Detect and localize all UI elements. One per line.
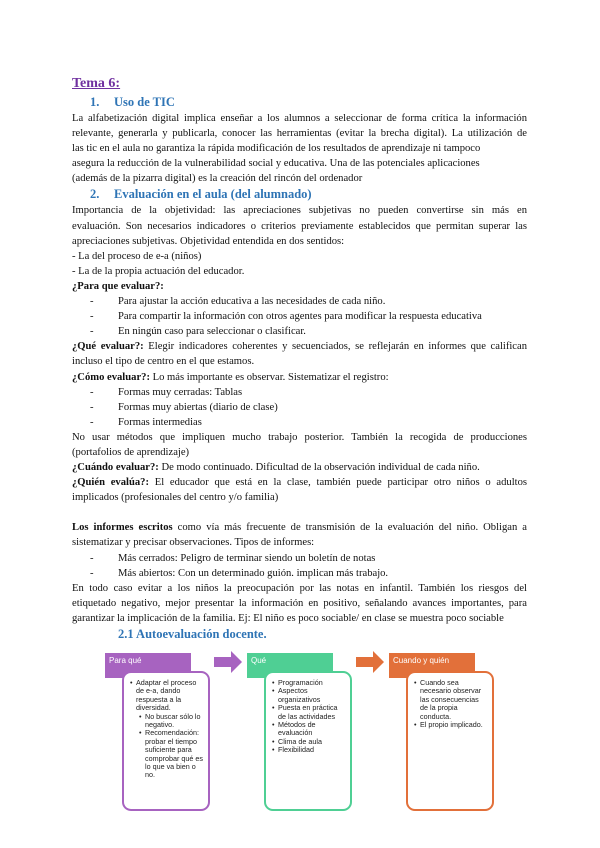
list-item xyxy=(72,324,527,339)
text-line xyxy=(72,234,527,249)
text-line xyxy=(72,581,527,596)
line-text: Formas muy abiertas (diario de clase) xyxy=(118,401,278,413)
step-box-para-que xyxy=(122,671,210,811)
heading-text: Evaluación en el aula (del alumnado) xyxy=(114,187,312,202)
line-text: Formas intermedias xyxy=(118,416,202,428)
list-item: • El propio implicado. xyxy=(420,721,488,729)
text-line xyxy=(72,111,527,126)
list-item: • Aspectos organizativos xyxy=(278,687,346,704)
line-text: apreciaciones subjetivas. Objetividad entendida en dos sentidos: xyxy=(72,235,345,247)
line-text: relevante, generarla y publicarla, conocer las herramientas (evitar la brecha digital). La utilización de xyxy=(72,128,527,140)
line-text: Lo más importante es observar. Sistematizar el registro: xyxy=(149,371,389,383)
line-text: De modo continuado. Dificultad de la observación individual de cada niño. xyxy=(158,462,480,474)
list-item: • Cuando sea necesario observar las consecuencias de la propia conducta. xyxy=(420,679,488,721)
text-line xyxy=(72,430,527,445)
list-item xyxy=(72,294,527,309)
step-header-que: Qué xyxy=(247,653,333,678)
list-item: • Métodos de evaluación xyxy=(278,721,346,738)
line-text: Más cerrados: Peligro de terminar siendo un boletín de notas xyxy=(118,552,376,564)
list-item xyxy=(72,385,527,400)
line-text: La alfabetización digital implica enseñar a los alumnos a seleccionar de forma crítica la información xyxy=(72,113,527,124)
bold-label: ¿Qué evaluar?: xyxy=(72,341,144,353)
list-item: • Clima de aula xyxy=(278,738,346,746)
subsection-heading: 2.1 Autoevaluación docente. xyxy=(118,627,267,641)
arrow-right-icon xyxy=(356,651,384,673)
line-text: No usar métodos que impliquen mucho trabajo posterior. También la recogida de producciones xyxy=(72,431,527,443)
line-text: implicados (profesionales del centro y/o familia) xyxy=(72,492,279,504)
text-line xyxy=(72,264,527,279)
text-line xyxy=(72,126,527,141)
line-text: asegura la reducción de la vulnerabilidad social y educativa. Una de las potenciales aplicaciones xyxy=(72,158,480,170)
list-item: • Puesta en práctica de las actividades xyxy=(278,704,346,721)
text-line xyxy=(72,596,527,611)
text-line xyxy=(72,445,527,460)
text-line xyxy=(72,219,527,234)
step-header-cuando-quien: Cuando y quién xyxy=(389,653,475,678)
line-text: evaluación. Son necesarios indicadores o criterios previamente establecidos que permitan superar las xyxy=(72,220,527,232)
text-line xyxy=(72,141,527,156)
step-header-para-que: Para qué xyxy=(105,653,191,678)
arrow-right-icon xyxy=(214,651,242,673)
text-line xyxy=(72,535,527,550)
text-line xyxy=(72,460,527,475)
heading-number: 2. xyxy=(90,187,100,202)
text-line xyxy=(72,475,527,490)
line-text: Más abiertos: Con un determinado guión. implican más trabajo. xyxy=(118,567,389,579)
bold-label: Los informes escritos xyxy=(72,522,173,534)
list-item: • Programación xyxy=(278,679,346,687)
text-line xyxy=(72,279,527,294)
line-text: En ningún caso para seleccionar o clasificar. xyxy=(118,326,306,338)
document-title: Tema 6: xyxy=(72,76,121,91)
section-heading xyxy=(72,94,527,111)
text-line xyxy=(72,490,527,505)
list-item: • Recomendación: probar el tiempo suficiente para comprobar qué es lo que va bien o no. xyxy=(145,729,204,779)
line-text: En todo caso evitar a los niños la preocupación por las notas en infantil. También los riesgos del xyxy=(72,582,527,594)
line-text: Para ajustar la acción educativa a las necesidades de cada niño. xyxy=(118,296,386,308)
line-text: etiquetado negativo, mejor presentar la información en positivo, señalando avances importantes, para xyxy=(72,597,527,609)
line-text: (además de la pizarra digital) es la creación del rincón del ordenador xyxy=(72,173,363,185)
line-text: las tic en el aula no garantiza la rápida modificación de los resultados de aprendizaje ni tampoco xyxy=(72,143,481,155)
bold-label: ¿Cuándo evaluar?: xyxy=(72,462,159,474)
bold-label: ¿Cómo evaluar?: xyxy=(72,371,150,383)
blank-line xyxy=(72,505,527,520)
document-body xyxy=(72,74,527,643)
autoevaluation-diagram xyxy=(0,651,600,816)
document-lines xyxy=(72,94,527,643)
text-line xyxy=(72,156,527,171)
list-item xyxy=(72,400,527,415)
step-box-que xyxy=(264,671,352,811)
text-line xyxy=(72,249,527,264)
line-text: El educador que está en la clase, también puede participar otro niños o adultos xyxy=(148,477,527,489)
bold-label: ¿Quién evalúa?: xyxy=(72,477,149,489)
list-item: • Flexibilidad xyxy=(278,746,346,754)
heading-text: Uso de TIC xyxy=(114,95,175,109)
list-item xyxy=(72,551,527,566)
list-item xyxy=(72,309,527,324)
list-item: • No buscar sólo lo negativo. xyxy=(145,713,204,730)
text-line xyxy=(72,370,527,385)
line-text: como vía más frecuente de transmisión de la evaluación del niño. Obligan a xyxy=(172,522,527,534)
line-text: - La del proceso de e-a (niños) xyxy=(72,250,202,262)
text-line xyxy=(72,339,527,354)
text-line xyxy=(72,354,527,369)
line-text: - La de la propia actuación del educador. xyxy=(72,265,245,277)
line-text: Para compartir la información con otros agentes para modificar la respuesta educativa xyxy=(118,311,482,323)
text-line xyxy=(72,203,527,218)
step-box-cuando-quien xyxy=(406,671,494,811)
section-heading xyxy=(72,186,527,203)
list-item xyxy=(72,566,527,581)
line-text: garantizar la implicación de la familia. Ej: El niño es poco sociable/ en clase se muestra poco sociable xyxy=(72,612,504,624)
line-text: incluso el tipo de centro en el que estamos. xyxy=(72,356,255,368)
line-text: (portafolios de aprendizaje) xyxy=(72,446,190,458)
text-line xyxy=(72,520,527,535)
line-text: Formas muy cerradas: Tablas xyxy=(118,386,243,398)
line-text: Elegir indicadores coherentes y secuenciados, se reflejarán en informes que califican xyxy=(143,341,528,353)
text-line xyxy=(72,611,527,626)
text-line xyxy=(72,171,527,186)
line-text: Importancia de la objetividad: las apreciaciones subjetivas no pueden convertirse sin más en xyxy=(72,205,527,217)
list-item xyxy=(72,415,527,430)
bold-label: ¿Para que evaluar?: xyxy=(72,280,164,292)
heading-number: 1. xyxy=(90,95,100,109)
list-item: • Adaptar el proceso de e-a, dando respuesta a la diversidad. xyxy=(136,679,204,713)
line-text: sistematizar y precisar observaciones. Tipos de informes: xyxy=(72,537,315,549)
